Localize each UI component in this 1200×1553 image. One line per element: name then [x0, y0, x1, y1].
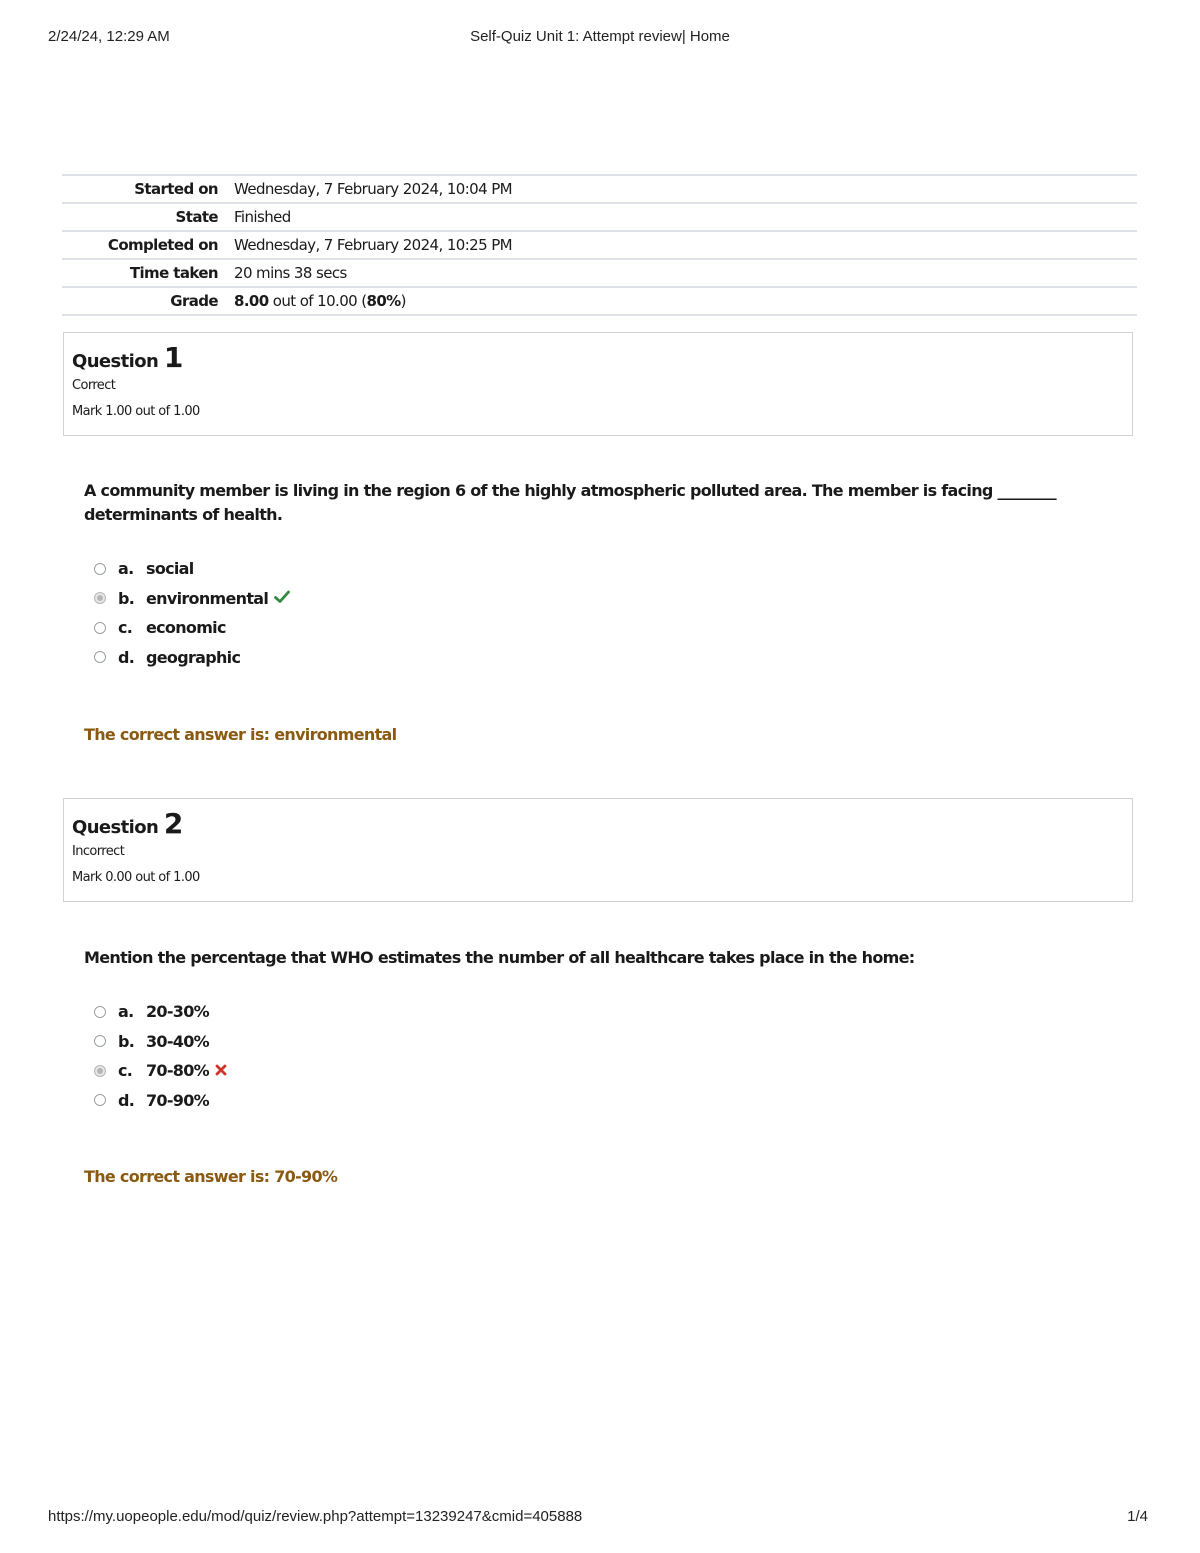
- summary-label: Grade: [62, 287, 234, 315]
- answer-text: 70-80%: [146, 1061, 210, 1081]
- answer-letter: c.: [118, 618, 133, 638]
- answer-text: economic: [146, 618, 226, 638]
- answer-text: 20-30%: [146, 1002, 210, 1022]
- answer-letter: d.: [118, 1090, 135, 1110]
- summary-label: Time taken: [62, 259, 234, 287]
- summary-row: [62, 231, 1137, 259]
- page-number: 1/4: [1127, 1508, 1148, 1525]
- question-label: Question: [72, 351, 159, 372]
- question-2-answers: [94, 997, 227, 1115]
- print-footer: [48, 1508, 1148, 1528]
- summary-row: [62, 175, 1137, 203]
- question-1-info: [63, 332, 1133, 436]
- grade-value: [234, 287, 1137, 315]
- question-num: 2: [163, 807, 183, 840]
- answer-letter: d.: [118, 647, 135, 667]
- radio-button[interactable]: [94, 563, 106, 575]
- radio-button[interactable]: [94, 1035, 106, 1047]
- question-number: [72, 341, 1132, 374]
- answer-option-d[interactable]: [94, 1086, 227, 1116]
- summary-value: 20 mins 38 secs: [234, 259, 1137, 287]
- answer-text: 30-40%: [146, 1031, 210, 1051]
- question-mark: Mark 0.00 out of 1.00: [72, 870, 200, 885]
- answer-letter: a.: [118, 559, 134, 579]
- grade-out-of: out of 10.00 (: [268, 292, 367, 310]
- answer-text: environmental: [146, 588, 269, 608]
- summary-row: [62, 287, 1137, 315]
- answer-text: social: [146, 559, 194, 579]
- summary-value: Wednesday, 7 February 2024, 10:04 PM: [234, 175, 1137, 203]
- grade-close: ): [400, 292, 406, 310]
- summary-value: Finished: [234, 203, 1137, 231]
- summary-label: Started on: [62, 175, 234, 203]
- question-2-text: Mention the percentage that WHO estimates the number of all healthcare takes place in the home:: [84, 948, 915, 967]
- question-label: Question: [72, 817, 159, 838]
- summary-label: Completed on: [62, 231, 234, 259]
- right-answer-feedback: The correct answer is: environmental: [84, 725, 397, 744]
- print-date: 2/24/24, 12:29 AM: [48, 28, 170, 45]
- summary-value: Wednesday, 7 February 2024, 10:25 PM: [234, 231, 1137, 259]
- radio-button[interactable]: [94, 1094, 106, 1106]
- check-icon: [274, 589, 290, 608]
- radio-button-selected[interactable]: [94, 592, 106, 604]
- question-number: [72, 807, 1132, 840]
- radio-button[interactable]: [94, 1006, 106, 1018]
- question-mark: Mark 1.00 out of 1.00: [72, 404, 200, 419]
- print-page-title: Self-Quiz Unit 1: Attempt review| Home: [470, 28, 730, 45]
- answer-option-b[interactable]: [94, 1027, 227, 1057]
- right-answer-feedback: The correct answer is: 70-90%: [84, 1167, 338, 1186]
- summary-row: [62, 259, 1137, 287]
- radio-button[interactable]: [94, 651, 106, 663]
- answer-option-a[interactable]: [94, 997, 227, 1027]
- question-1-text: A community member is living in the region 6 of the highly atmospheric polluted area. The member is facing ________ determinants of health.: [84, 481, 1056, 524]
- question-2-info: [63, 798, 1133, 902]
- answer-letter: b.: [118, 588, 135, 608]
- answer-option-a[interactable]: [94, 554, 290, 584]
- attempt-summary-table: [62, 174, 1137, 316]
- summary-row: [62, 203, 1137, 231]
- question-num: 1: [163, 341, 183, 374]
- answer-letter: a.: [118, 1002, 134, 1022]
- page-url: https://my.uopeople.edu/mod/quiz/review.php?attempt=13239247&cmid=405888: [48, 1508, 583, 1525]
- grade-percent: 80%: [366, 292, 401, 310]
- grade-score: 8.00: [234, 292, 269, 310]
- answer-option-c[interactable]: [94, 613, 290, 643]
- question-state: Incorrect: [72, 844, 125, 859]
- answer-option-d[interactable]: [94, 643, 290, 673]
- answer-option-b[interactable]: [94, 584, 290, 614]
- answer-option-c[interactable]: [94, 1056, 227, 1086]
- radio-button-selected[interactable]: [94, 1065, 106, 1077]
- question-state: Correct: [72, 378, 116, 393]
- answer-text: geographic: [146, 647, 241, 667]
- print-header: [48, 28, 1152, 48]
- summary-label: State: [62, 203, 234, 231]
- radio-button[interactable]: [94, 622, 106, 634]
- answer-letter: c.: [118, 1061, 133, 1081]
- question-1-answers: [94, 554, 290, 672]
- answer-text: 70-90%: [146, 1090, 210, 1110]
- cross-icon: [215, 1061, 227, 1080]
- answer-letter: b.: [118, 1031, 135, 1051]
